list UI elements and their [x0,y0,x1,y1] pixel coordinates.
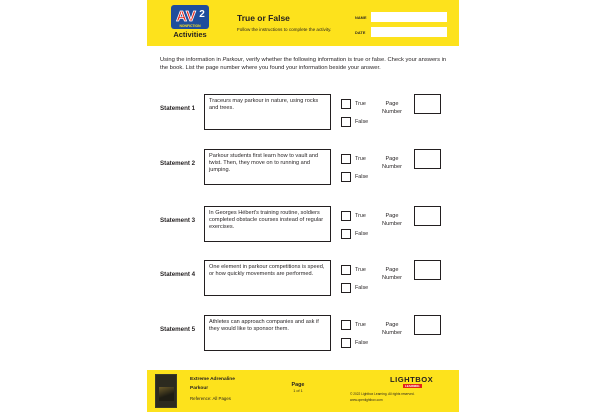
true-checkbox[interactable] [341,211,351,221]
lightbox-logo: LIGHTBOX [390,375,434,384]
page-number-label: Page Number [382,101,402,115]
false-checkbox[interactable] [341,283,351,293]
book-title-italic: Parkour [222,57,243,63]
page-number-field[interactable] [414,260,441,280]
page-indicator [288,382,308,393]
statement-row [147,149,459,185]
statement-row [147,94,459,130]
page-number-label: Page Number [382,156,402,170]
svg-text:AV: AV [176,8,196,25]
statement-row [147,206,459,242]
book-title: Parkour [190,386,209,391]
page-number-field[interactable] [414,149,441,169]
statement-row [147,260,459,296]
statement-label: Statement 5 [160,326,196,333]
name-label: NAME [355,16,367,20]
av2-logo [170,4,210,30]
lightbox-learning-tag: LEARNING [405,384,420,388]
header-bar [147,0,459,46]
page-subtitle: Follow the instructions to complete the activity. [237,27,332,32]
page-title: True or False [237,13,290,23]
true-checkbox[interactable] [341,265,351,275]
copyright-text: © 2022 Lightbox Learning. All rights reserved. [350,392,415,396]
true-checkbox[interactable] [341,154,351,164]
svg-text:NONFICTION: NONFICTION [179,24,201,28]
series-title: Extreme Adrenaline [190,377,235,382]
reference-text: Reference: All Pages [190,396,232,401]
svg-text:2: 2 [199,9,205,20]
page-count: 1 of 1 [293,389,303,393]
page-number-label: Page Number [382,267,402,281]
false-label: False [355,231,369,237]
statement-text: Athletes can approach companies and ask if they would like to sponsor them. [204,315,331,351]
statement-label: Statement 1 [160,105,196,112]
false-checkbox[interactable] [341,172,351,182]
false-label: False [355,285,369,291]
false-checkbox[interactable] [341,117,351,127]
worksheet [147,0,459,412]
footer-bar [147,370,459,412]
false-label: False [355,174,369,180]
book-cover-image [155,374,177,408]
statement-label: Statement 4 [160,271,196,278]
page-label: Page [291,382,305,388]
true-label: True [355,267,366,273]
statement-text: In Georges Hébert's training routine, soldiers completed obstacle courses instead of regular exercises. [204,206,331,242]
instructions: Using the information in Parkour, verify whether the following information is true or false. Check your answers in the book. List the page number where you found your information beside your answer. [160,57,447,71]
statement-text: Traceurs may parkour in nature, using rocks and trees. [204,94,331,130]
date-label: DATE [355,31,366,35]
true-label: True [355,213,366,219]
true-checkbox[interactable] [341,99,351,109]
statement-row [147,315,459,351]
logo-activities-label: Activities [173,30,207,39]
page-number-label: Page Number [382,213,402,227]
true-label: True [355,101,366,107]
true-checkbox[interactable] [341,320,351,330]
website-link[interactable]: www.openlightbox.com [350,398,383,402]
page-number-label: Page Number [382,322,402,336]
false-label: False [355,119,369,125]
statement-text: One element in parkour competitions is speed, or how quickly movements are performed. [204,260,331,296]
statement-label: Statement 2 [160,160,196,167]
false-checkbox[interactable] [341,338,351,348]
true-label: True [355,322,366,328]
name-field[interactable] [371,12,447,22]
true-label: True [355,156,366,162]
statement-label: Statement 3 [160,217,196,224]
page-number-field[interactable] [414,94,441,114]
page-number-field[interactable] [414,315,441,335]
page-number-field[interactable] [414,206,441,226]
statement-text: Parkour students first learn how to vault and twist. Then, they move on to running and jumping. [204,149,331,185]
date-field[interactable] [371,27,447,37]
false-checkbox[interactable] [341,229,351,239]
false-label: False [355,340,369,346]
